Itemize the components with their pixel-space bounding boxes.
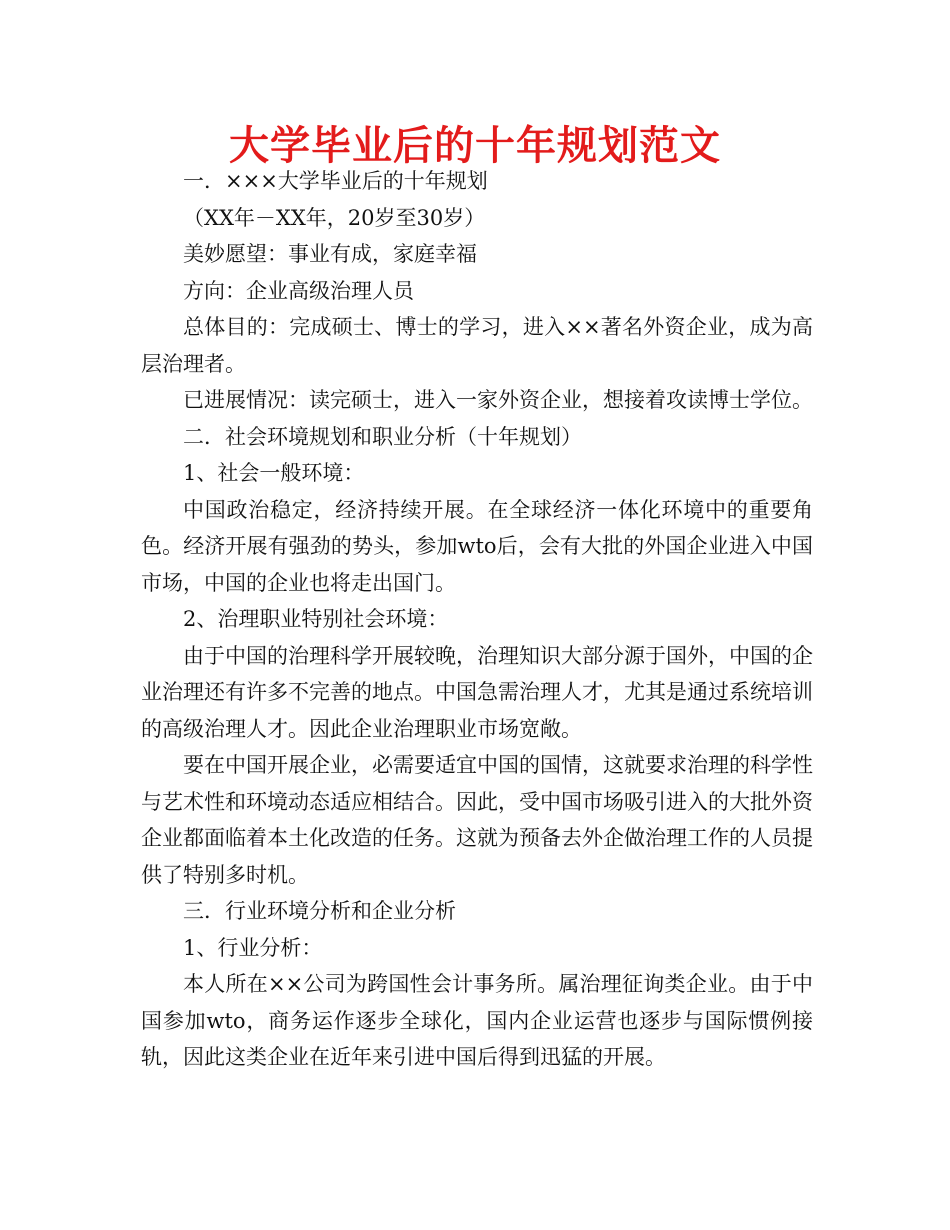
paragraph-direction: 方向：企业高级治理人员 [183, 278, 414, 303]
section-heading-1: 一．×××大学毕业后的十年规划 [183, 169, 488, 193]
paragraph-period: （XX年－XX年，20岁至30岁） [183, 205, 486, 230]
document-title: 大学毕业后的十年规划范文 [229, 123, 721, 169]
paragraph-management-environment: 由于中国的治理科学开展较晚，治理知识大部分源于国外，中国的企业治理还有许多不完善的地点。中国急需治理人才，尤其是通过系统培训的高级治理人才。因此企业治理职业市场宽敞。 [141, 643, 813, 741]
paragraph-wish: 美妙愿望：事业有成，家庭幸福 [183, 242, 477, 266]
document-body [141, 163, 813, 1076]
section-heading-3: 三．行业环境分析和企业分析 [183, 899, 456, 923]
paragraph-industry-analysis: 本人所在××公司为跨国性会计事务所。属治理征询类企业。由于中国参加wto，商务运作逐步全球化，国内企业运营也逐步与国际惯例接轨，因此这类企业在近年来引进中国后得到迅猛的开展。 [141, 972, 813, 1069]
paragraph-general-environment: 中国政治稳定，经济持续开展。在全球经济一体化环境中的重要角色。经济开展有强劲的势头，参加wto后，会有大批的外国企业进入中国市场，中国的企业也将走出国门。 [141, 497, 813, 595]
subheading-management-environment: 2、治理职业特别社会环境： [183, 607, 449, 631]
paragraph-localization: 要在中国开展企业，必需要适宜中国的国情，这就要求治理的科学性与艺术性和环境动态适应相结合。因此，受中国市场吸引进入的大批外资企业都面临着本土化改造的任务。这就为预备去外企做治理工作的人员提供了特别多时机。 [141, 753, 813, 887]
section-heading-2: 二．社会环境规划和职业分析（十年规划） [183, 424, 582, 449]
subheading-industry-analysis: 1、行业分析： [183, 935, 323, 960]
paragraph-goal: 总体目的：完成硕士、博士的学习，进入××著名外资企业，成为高层治理者。 [141, 315, 813, 376]
paragraph-progress: 已进展情况：读完硕士，进入一家外资企业，想接着攻读博士学位。 [183, 388, 813, 412]
subheading-general-environment: 1、社会一般环境： [183, 461, 365, 485]
